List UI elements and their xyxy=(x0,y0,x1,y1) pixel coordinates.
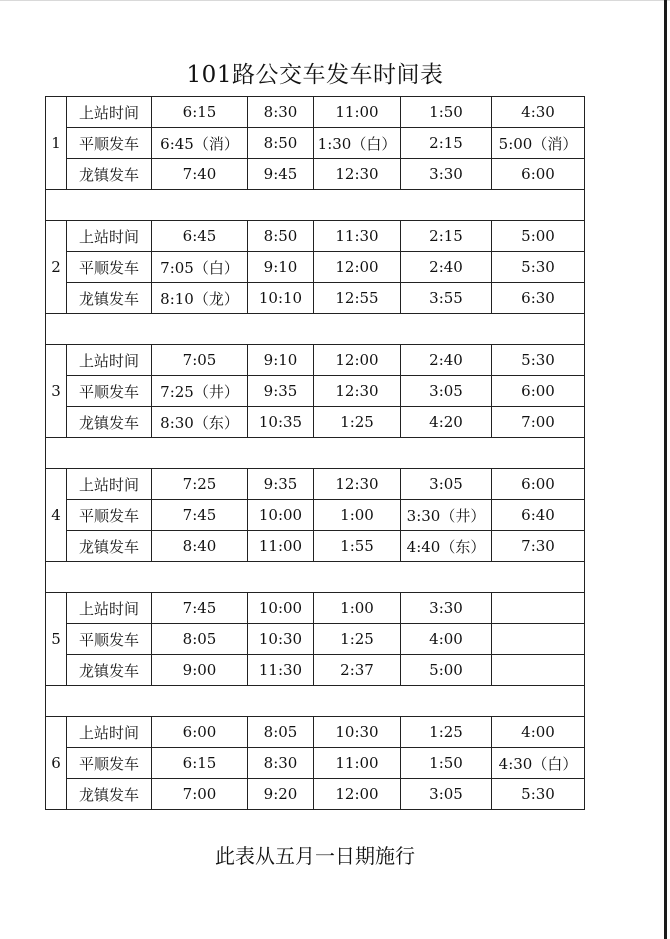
group-number: 5 xyxy=(46,593,67,686)
separator-cell xyxy=(46,438,585,469)
time-cell: 5:30 xyxy=(492,345,585,376)
time-cell: 12:55 xyxy=(314,283,401,314)
time-cell: 8:30 xyxy=(248,97,314,128)
time-cell xyxy=(492,624,585,655)
time-cell: 5:30 xyxy=(492,779,585,810)
time-cell: 3:30 xyxy=(401,593,492,624)
time-cell: 1:00 xyxy=(314,593,401,624)
time-cell: 12:00 xyxy=(314,779,401,810)
time-cell: 12:30 xyxy=(314,469,401,500)
group-number: 4 xyxy=(46,469,67,562)
time-cell: 8:10（龙） xyxy=(152,283,248,314)
time-cell: 12:00 xyxy=(314,252,401,283)
time-cell: 12:30 xyxy=(314,376,401,407)
row-label: 龙镇发车 xyxy=(67,655,152,686)
time-cell: 4:00 xyxy=(492,717,585,748)
table-row xyxy=(46,283,585,314)
time-cell: 4:30（白） xyxy=(492,748,585,779)
top-border-line xyxy=(0,0,670,1)
separator-cell xyxy=(46,686,585,717)
time-cell: 5:30 xyxy=(492,252,585,283)
time-cell: 8:40 xyxy=(152,531,248,562)
time-cell: 12:00 xyxy=(314,345,401,376)
time-cell: 4:00 xyxy=(401,624,492,655)
time-cell: 7:05（白） xyxy=(152,252,248,283)
row-label: 龙镇发车 xyxy=(67,159,152,190)
time-cell: 3:55 xyxy=(401,283,492,314)
row-label: 上站时间 xyxy=(67,97,152,128)
time-cell: 7:30 xyxy=(492,531,585,562)
row-label: 平顺发车 xyxy=(67,500,152,531)
table-row xyxy=(46,159,585,190)
time-cell: 1:30（白） xyxy=(314,128,401,159)
time-cell: 9:10 xyxy=(248,345,314,376)
time-cell: 5:00 xyxy=(492,221,585,252)
time-cell: 5:00（消） xyxy=(492,128,585,159)
table-row xyxy=(46,593,585,624)
row-label: 上站时间 xyxy=(67,469,152,500)
time-cell: 9:00 xyxy=(152,655,248,686)
row-label: 上站时间 xyxy=(67,593,152,624)
separator-cell xyxy=(46,562,585,593)
table-row xyxy=(46,469,585,500)
table-row xyxy=(46,407,585,438)
page-title: 101路公交车发车时间表 xyxy=(186,62,444,88)
time-cell: 6:00 xyxy=(152,717,248,748)
time-cell: 6:00 xyxy=(492,159,585,190)
page-right-edge xyxy=(664,0,667,939)
group-number: 1 xyxy=(46,97,67,190)
time-cell: 7:00 xyxy=(492,407,585,438)
time-cell: 7:40 xyxy=(152,159,248,190)
time-cell: 6:15 xyxy=(152,748,248,779)
time-cell: 7:45 xyxy=(152,593,248,624)
time-cell: 1:25 xyxy=(401,717,492,748)
effective-date-note: 此表从五月一日期施行 xyxy=(215,844,415,868)
time-cell: 11:00 xyxy=(314,748,401,779)
time-cell: 6:15 xyxy=(152,97,248,128)
time-cell: 7:05 xyxy=(152,345,248,376)
group-separator-row xyxy=(46,190,585,221)
table-row xyxy=(46,500,585,531)
table-row xyxy=(46,252,585,283)
group-separator-row xyxy=(46,686,585,717)
time-cell: 4:40（东） xyxy=(401,531,492,562)
time-cell: 11:00 xyxy=(248,531,314,562)
time-cell: 2:40 xyxy=(401,345,492,376)
time-cell: 12:30 xyxy=(314,159,401,190)
table-row xyxy=(46,128,585,159)
group-number: 3 xyxy=(46,345,67,438)
table-row xyxy=(46,779,585,810)
time-cell: 11:30 xyxy=(248,655,314,686)
time-cell: 1:00 xyxy=(314,500,401,531)
time-cell: 7:00 xyxy=(152,779,248,810)
time-cell: 7:25 xyxy=(152,469,248,500)
time-cell: 8:30 xyxy=(248,748,314,779)
row-label: 龙镇发车 xyxy=(67,779,152,810)
table-row xyxy=(46,97,585,128)
time-cell: 8:50 xyxy=(248,128,314,159)
table-row xyxy=(46,345,585,376)
time-cell xyxy=(492,655,585,686)
time-cell: 9:35 xyxy=(248,469,314,500)
time-cell: 10:30 xyxy=(314,717,401,748)
time-cell: 3:30 xyxy=(401,159,492,190)
time-cell: 1:25 xyxy=(314,624,401,655)
group-separator-row xyxy=(46,314,585,345)
time-cell: 4:20 xyxy=(401,407,492,438)
separator-cell xyxy=(46,314,585,345)
time-cell: 10:10 xyxy=(248,283,314,314)
table-row xyxy=(46,376,585,407)
time-cell: 2:15 xyxy=(401,128,492,159)
time-cell: 1:55 xyxy=(314,531,401,562)
group-number: 2 xyxy=(46,221,67,314)
row-label: 平顺发车 xyxy=(67,252,152,283)
table-row xyxy=(46,624,585,655)
time-cell xyxy=(492,593,585,624)
row-label: 龙镇发车 xyxy=(67,283,152,314)
row-label: 上站时间 xyxy=(67,221,152,252)
row-label: 龙镇发车 xyxy=(67,407,152,438)
time-cell: 10:00 xyxy=(248,593,314,624)
time-cell: 1:25 xyxy=(314,407,401,438)
time-cell: 4:30 xyxy=(492,97,585,128)
table-row xyxy=(46,531,585,562)
time-cell: 3:05 xyxy=(401,779,492,810)
group-number: 6 xyxy=(46,717,67,810)
timetable-body xyxy=(46,97,585,810)
bus-timetable xyxy=(45,96,585,810)
row-label: 上站时间 xyxy=(67,345,152,376)
time-cell: 3:05 xyxy=(401,376,492,407)
time-cell: 3:05 xyxy=(401,469,492,500)
row-label: 上站时间 xyxy=(67,717,152,748)
separator-cell xyxy=(46,190,585,221)
time-cell: 8:50 xyxy=(248,221,314,252)
time-cell: 7:25（井） xyxy=(152,376,248,407)
table-row xyxy=(46,748,585,779)
row-label: 平顺发车 xyxy=(67,128,152,159)
row-label: 平顺发车 xyxy=(67,748,152,779)
time-cell: 3:30（井） xyxy=(401,500,492,531)
group-separator-row xyxy=(46,438,585,469)
time-cell: 10:00 xyxy=(248,500,314,531)
time-cell: 11:00 xyxy=(314,97,401,128)
row-label: 龙镇发车 xyxy=(67,531,152,562)
row-label: 平顺发车 xyxy=(67,624,152,655)
time-cell: 11:30 xyxy=(314,221,401,252)
time-cell: 8:05 xyxy=(152,624,248,655)
time-cell: 1:50 xyxy=(401,97,492,128)
table-row xyxy=(46,655,585,686)
time-cell: 6:00 xyxy=(492,376,585,407)
group-separator-row xyxy=(46,562,585,593)
time-cell: 6:30 xyxy=(492,283,585,314)
time-cell: 2:15 xyxy=(401,221,492,252)
time-cell: 1:50 xyxy=(401,748,492,779)
row-label: 平顺发车 xyxy=(67,376,152,407)
time-cell: 8:30（东） xyxy=(152,407,248,438)
time-cell: 8:05 xyxy=(248,717,314,748)
time-cell: 10:30 xyxy=(248,624,314,655)
time-cell: 10:35 xyxy=(248,407,314,438)
time-cell: 9:45 xyxy=(248,159,314,190)
time-cell: 6:00 xyxy=(492,469,585,500)
time-cell: 9:20 xyxy=(248,779,314,810)
table-row xyxy=(46,717,585,748)
table-row xyxy=(46,221,585,252)
time-cell: 2:37 xyxy=(314,655,401,686)
time-cell: 6:45 xyxy=(152,221,248,252)
time-cell: 2:40 xyxy=(401,252,492,283)
time-cell: 7:45 xyxy=(152,500,248,531)
time-cell: 9:35 xyxy=(248,376,314,407)
time-cell: 9:10 xyxy=(248,252,314,283)
time-cell: 5:00 xyxy=(401,655,492,686)
time-cell: 6:45（消） xyxy=(152,128,248,159)
time-cell: 6:40 xyxy=(492,500,585,531)
